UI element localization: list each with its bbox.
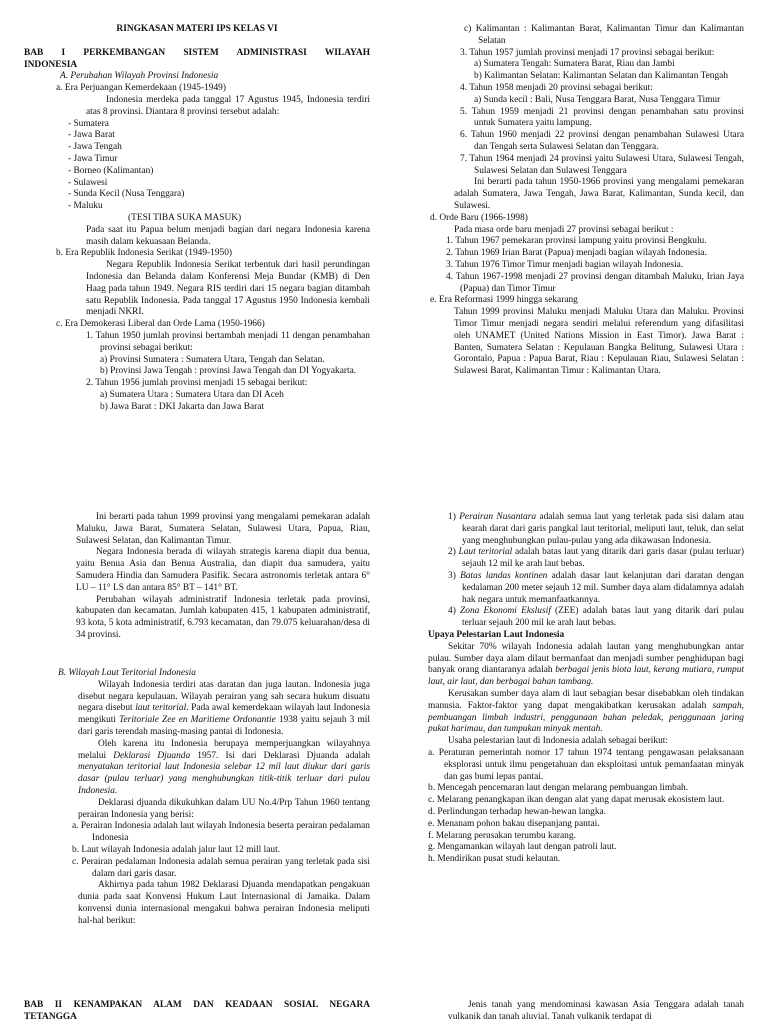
bab2-heading: BAB II KENAMPAKAN ALAM DAN KEADAAN SOSIAL NEGARA TETANGGA [24, 1000, 370, 1022]
era-a-heading: a. Era Perjuangan Kemerdekaan (1945-1949) [56, 83, 226, 94]
list-item: - Borneo (Kalimantan) [68, 165, 154, 176]
list-item: 3. Tahun 1976 Timor Timur menjadi bagian wilayah Indonesia. [446, 259, 684, 270]
list-item: 7. Tahun 1964 menjadi 24 provinsi yaitu Sulawesi Utara, Sulawesi Tengah, Sulawesi Selatan dan Sulawesi Tenggara [460, 153, 744, 176]
list-item: 2. Tahun 1956 jumlah provinsi menjadi 15 sebagai berikut: [86, 378, 308, 389]
list-item: - Maluku [68, 201, 103, 212]
list-item: b. Laut wilayah Indonesia adalah jalur laut 12 mill laut. [72, 844, 281, 855]
list-item: b. Mencegah pencemaran laut dengan melarang pembuangan limbah. [428, 783, 689, 794]
list-item: 3. Tahun 1957 jumlah provinsi menjadi 17 provinsi sebagai berikut: [460, 47, 715, 58]
paragraph: Pada masa orde baru menjadi 27 provinsi sebagai berikut : [454, 224, 674, 235]
paragraph: Ini berarti pada tahun 1950-1966 provinsi yang mengalami pemekaran adalah Sumatera, Jawa Tengah, Jawa Barat, Kalimantan, Sunda kecil, dan Sulawesi. [454, 177, 744, 211]
list-item: - Jawa Timur [68, 153, 118, 164]
page3-right-column [448, 1000, 744, 1024]
era-b-paragraph: Negara Republik Indonesia Serikat terbentuk dari hasil perundingan Indonesia dan Belanda dalam Konferensi Meja Bundar (KMB) di Den Haag pada tahun 1949. Negara RIS terdiri dari 15 negara bagian ditambah satu Republik Indonesia. Pada tanggal 17 Agustus 1950 Indonesia kembali menjadi NKRI. [86, 260, 370, 318]
section-heading: Upaya Pelestarian Laut Indonesia [428, 629, 565, 640]
list-item: b) Jawa Barat : DKI Jakarta dan Jawa Barat [100, 401, 264, 412]
paragraph: Deklarasi djuanda dikukuhkan dalam UU No.4/Prp Tahun 1960 tentang perairan Indonesia yang berisi: [78, 797, 370, 820]
bab1-heading: BAB I PERKEMBANGAN SISTEM ADMINISTRASI WILAYAH INDONESIA [24, 47, 370, 70]
list-item: e. Menanam pohon bakau disepanjang pantai. [428, 818, 600, 829]
paragraph: Akhirnya pada tahun 1982 Deklarasi Djuanda mendapatkan pengakuan dunia pada saat Konvensi Hukum Laut Internasional di Jamaika. Dalam konvensi dunia internasional mengakui bahwa perairan Indonesia meliputi hal-hal berikut: [78, 880, 370, 926]
list-item: 2. Tahun 1969 Irian Barat (Papua) menjadi bagian wilayah Indonesia. [446, 248, 707, 259]
section-a-heading: A. Perubahan Wilayah Provinsi Indonesia [60, 71, 219, 82]
list-item: - Sumatera [68, 118, 109, 129]
era-e-heading: e. Era Reformasi 1999 hingga sekarang [430, 295, 578, 306]
paragraph: Tahun 1999 provinsi Maluku menjadi Maluku Utara dan Maluku. Provinsi Timor Timur menjadi negara sendiri melalui referendum yang difasilitasi oleh UNAMET (United Nations Mission in East Timor). Jawa Barat : Banten, Sumatera Selatan : Kepulauan Bangka Belitung, Sulawesi Utara : Gorontalo, Papua : Papua Barat, Riau : Kepulauan Riau, Sulawesi Selatan : Sulawesi Barat, Kalimantan Timur : Kalimantan Utara. [454, 307, 744, 377]
paragraph: Ini berarti pada tahun 1999 provinsi yang mengalami pemekaran adalah Maluku, Jawa Barat, Sumatera Selatan, Sulawesi Utara, Papua, Riau, Sulawesi Selatan, dan Kalimantan Timur. [76, 512, 370, 546]
list-item: - Jawa Barat [68, 130, 115, 141]
list-item: 1) Perairan Nusantara adalah semua laut yang terletak pada sisi dalam atau kearah darat dari garis pangkal laut teritorial, meliputi laut, teluk, dan selat yang menghubungkan pulau-pulau yang ada dikawasan Indonesia. [448, 512, 744, 546]
list-item: b) Kalimantan Selatan: Kalimantan Selatan dan Kalimantan Tengah [474, 71, 729, 82]
section-b [58, 668, 370, 928]
list-item: c. Perairan pedalaman Indonesia adalah semua perairan yang terletak pada sisi dalam dari garis dasar. [72, 856, 370, 879]
list-item: h. Mendirikan pusat studi kelautan. [428, 854, 561, 865]
paragraph: Wilayah Indonesia terdiri atas daratan dan juga lautan. Indonesia juga disebut negara kepulauan. Wilayah perairan yang sah secara hukum disuatu negara disebut laut teritorial. Pada awal kemerdekaan wilayah laut Indonesia mengikuti Teritoriale Zee en Maritieme Ordonantie 1938 yaitu sejauh 3 mil dari garis terendah masing-masing pantai di Indonesia. [78, 679, 370, 737]
page1-left-column [24, 24, 370, 414]
list-item: b) Provinsi Jawa Tengah : provinsi Jawa Tengah dan DI Yogyakarta. [100, 366, 357, 377]
list-item: 4. Tahun 1958 menjadi 20 provinsi sebagai berikut: [460, 82, 653, 93]
list-item: 2) Laut teritorial adalah batas laut yang ditarik dari garis dasar (pulau terluar) sejauh 12 mil ke arah laut bebas. [448, 547, 744, 570]
list-item: 6. Tahun 1960 menjadi 22 provinsi dengan penambahan Sulawesi Utara dan Tengah serta Sulawesi Selatan dan Tenggara. [460, 130, 744, 152]
era-c-heading: c. Era Demokerasi Liberal dan Orde Lama (1950-1966) [56, 319, 265, 330]
list-item: 1. Tahun 1950 jumlah provinsi bertambah menjadi 11 dengan penambahan provinsi sebagai berikut: [86, 330, 370, 353]
page2-right-column [428, 512, 744, 866]
list-item: - Sulawesi [68, 177, 108, 188]
list-item: - Jawa Tengah [68, 142, 122, 153]
list-item: d. Perlindungan terhadap hewan-hewan langka. [428, 806, 607, 817]
list-item: 4. Tahun 1967-1998 menjadi 27 provinsi dengan ditambah Maluku, Irian Jaya (Papua) dan Timor Timur [446, 271, 744, 294]
paragraph: Oleh karena itu Indonesia berupaya memperjuangkan wilayahnya melalui Deklarasi Djuanda 1957. Isi dari Deklarasi Djuanda adalah menyatakan teritorial laut Indonesia selebar 12 mil laut diukur dari garis dasar (pulau terluar) yang menghubungkan titik-titik terluar dari pulau Indonesia. [78, 738, 370, 796]
list-item: a. Perairan Indonesia adalah laut wilayah Indonesia beserta perairan pedalaman Indonesia [72, 821, 370, 844]
list-item: a) Sumatera Utara : Sumatera Utara dan DI Aceh [100, 389, 284, 400]
list-item: a) Provinsi Sumatera : Sumatera Utara, Tengah dan Selatan. [100, 354, 325, 365]
era-d-heading: d. Orde Baru (1966-1998) [430, 212, 528, 223]
list-item: c. Melarang penangkapan ikan dengan alat yang dapat merusak ekosistem laut. [428, 795, 725, 806]
list-item: 1. Tahun 1967 pemekaran provinsi lampung yaitu provinsi Bengkulu. [446, 236, 707, 247]
paragraph: Sekitar 70% wilayah Indonesia adalah lautan yang menghubungkan antar pulau. Sumber daya alam dilaut bermanfaat dan menjadi sumber penghidupan bagi banyak orang diantaranya adalah berbagai jenis biota laut, kerang mutiara, rumput laut, air laut, dan berbagai bahan tambang. [428, 641, 744, 688]
mnemonic: (TESI TIBA SUKA MASUK) [128, 212, 242, 223]
page2-left-column [76, 512, 370, 642]
list-item: f. Melarang perusakan terumbu karang. [428, 830, 576, 841]
list-item: a) Sumatera Tengah: Sumatera Barat, Riau dan Jambi [474, 59, 675, 70]
list-item: a. Peraturan pemerintah nomor 17 tahun 1974 tentang pengawasan pelaksanaan eksplorasi untuk ilmu pengetahuan dan eksploitasi untuk pemanfaatan minyak dan gas bumi lepas pantai. [428, 747, 744, 782]
province-list [24, 119, 370, 213]
paragraph: Jenis tanah yang mendominasi kawasan Asia Tenggara adalah tanah vulkanik dan tanah aluvial. Tanah vulkanik terdapat di [448, 1000, 744, 1022]
section-b-heading: B. Wilayah Laut Teritorial Indonesia [58, 668, 196, 678]
list-item: - Sunda Kecil (Nusa Tenggara) [68, 189, 185, 200]
doc-title: RINGKASAN MATERI IPS KELAS VI [116, 24, 278, 34]
paragraph: Usaha pelestarian laut di Indonesia adalah sebagai berikut: [448, 736, 668, 747]
list-item: 5. Tahun 1959 menjadi 21 provinsi dengan penambahan satu provinsi untuk Sumatera yaitu lampung. [460, 106, 744, 129]
list-item: c) Kalimantan : Kalimantan Barat, Kalimantan Timur dan Kalimantan Selatan [464, 24, 744, 46]
era-a-paragraph-2: Pada saat itu Papua belum menjadi bagian dari negara Indonesia karena masih dalam kekuasaan Belanda. [86, 224, 370, 247]
paragraph: Negara Indonesia berada di wilayah strategis karena diapit dua benua, yaitu Benua Asia dan Benua Australia, dan diapit dua samudera, yaitu Samudera Hindia dan Samudera Pasifik. Secara astronomis terletak antara 6° LU – 11° LS dan antara 85° BT – 141° BT. [76, 547, 370, 593]
list-item: 3) Batas landas kontinen adalah dasar laut kelanjutan dari daratan dengan kedalaman 200 meter sejauh 12 mil. Sumber daya alam didalamnya adalah hak negara untuk memanfaatkannya. [448, 570, 744, 605]
list-item: 4) Zona Ekonomi Ekslusif (ZEE) adalah batas laut yang ditarik dari pulau terluar sejauh 200 mil ke arah laut bebas. [448, 606, 744, 629]
page1-right-column [418, 24, 744, 378]
list-item: a) Sunda kecil : Bali, Nusa Tenggara Barat, Nusa Tenggara Timur [474, 94, 721, 105]
paragraph: Perubahan wilayah administratif Indonesia terletak pada provinsi, kabupaten dan kecamatan. Jumlah kabupaten 415, 1 kabupaten administratif, 93 kota, 5 kota administratif, 6.793 kecamatan, dan 79.075 keluarahan/desa di 34 provinsi. [76, 594, 370, 640]
era-a-paragraph: Indonesia merdeka pada tanggal 17 Agustus 1945, Indonesia terdiri atas 8 provinsi. Diantara 8 provinsi tersebut adalah: [86, 94, 370, 117]
list-item: g. Mengamankan wilayah laut dengan patroli laut. [428, 842, 617, 853]
paragraph: Kerusakan sumber daya alam di laut sebagian besar disebabkan oleh tindakan manusia. Faktor-faktor yang dapat mengakibatkan kerusakan adalah sampah, pembuangan limbah industri, penggunaan bahan peledak, penggunaan jaring pukat harimau, dan tumpukan minyak mentah. [428, 688, 744, 735]
era-b-heading: b. Era Republik Indonesia Serikat (1949-1950) [56, 248, 233, 259]
